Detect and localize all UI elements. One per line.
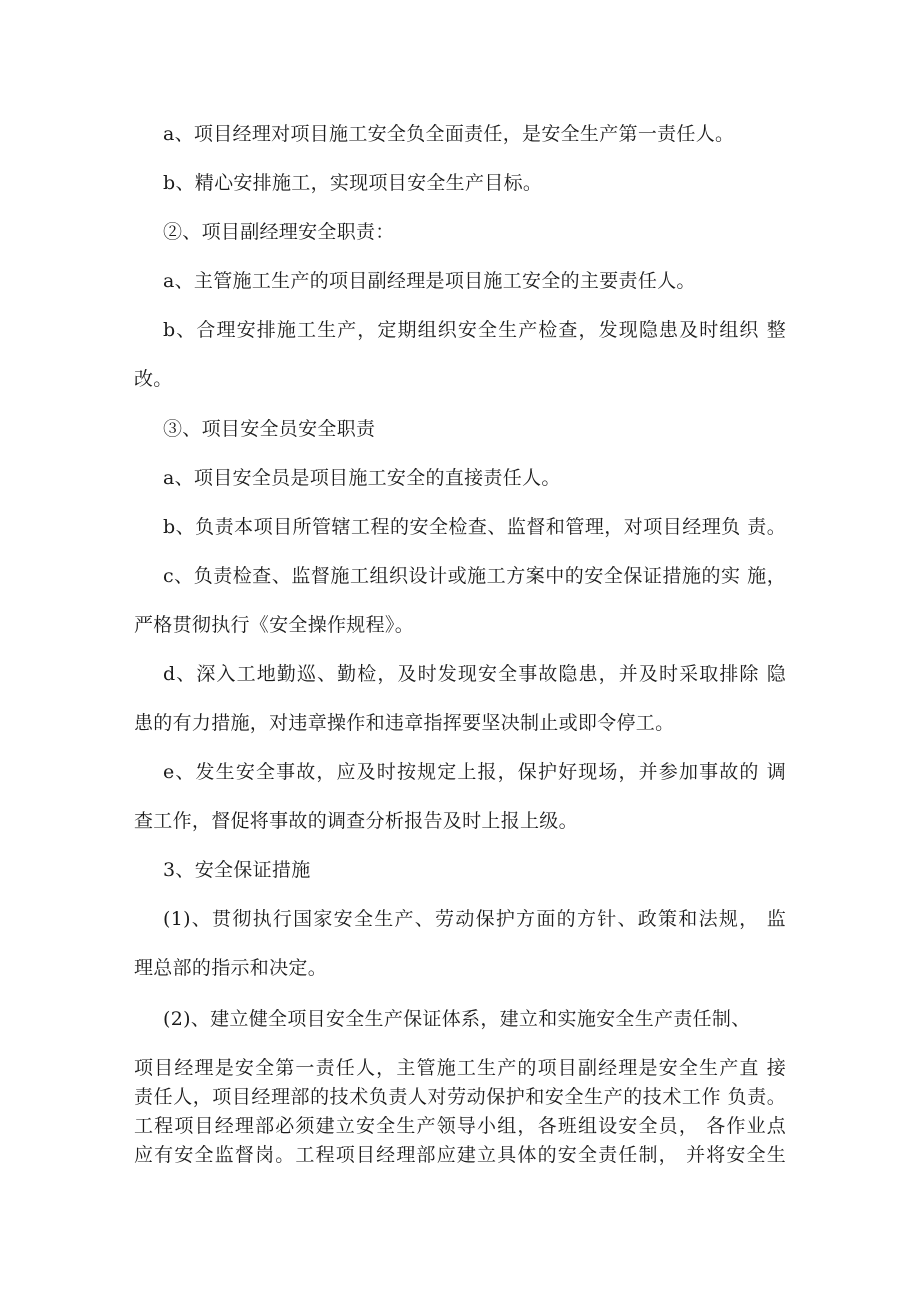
- text-line: (1)、贯彻执行国家安全生产、劳动保护方面的方针、政策和法规， 监: [163, 908, 786, 930]
- text-line: 查工作，督促将事故的调查分析报告及时上报上级。: [134, 810, 578, 832]
- text-line: 应有安全监督岗。工程项目经理部应建立具体的安全责任制， 并将安全生: [134, 1144, 786, 1166]
- text-line: 改。: [134, 368, 173, 390]
- text-line: 3、安全保证措施: [163, 859, 311, 881]
- text-line: 责任人，项目经理部的技术负责人对劳动保护和安全生产的技术工作 负责。: [134, 1086, 786, 1108]
- text-line: 严格贯彻执行《安全操作规程》。: [134, 614, 415, 636]
- text-line: b、负责本项目所管辖工程的安全检查、监督和管理，对项目经理负 责。: [163, 516, 786, 538]
- text-line: c、负责检查、监督施工组织设计或施工方案中的安全保证措施的实 施，: [163, 565, 786, 587]
- text-line: (2)、建立健全项目安全生产保证体系，建立和实施安全生产责任制、: [163, 1008, 751, 1030]
- text-line: 患的有力措施，对违章操作和违章指挥要坚决制止或即令停工。: [134, 712, 675, 734]
- text-line: b、合理安排施工生产，定期组织安全生产检查，发现隐患及时组织 整: [163, 319, 786, 341]
- text-line: ③、项目安全员安全职责: [163, 418, 376, 440]
- text-line: d、深入工地勤巡、勤检，及时发现安全事故隐患，并及时采取排除 隐: [163, 663, 786, 685]
- text-line: b、精心安排施工，实现项目安全生产目标。: [163, 172, 543, 194]
- text-line: e、发生安全事故，应及时按规定上报，保护好现场，并参加事故的 调: [163, 761, 786, 783]
- text-line: 工程项目经理部必须建立安全生产领导小组，各班组设安全员， 各作业点: [134, 1115, 786, 1137]
- text-line: 项目经理是安全第一责任人，主管施工生产的项目副经理是安全生产直 接: [134, 1057, 786, 1079]
- text-line: a、主管施工生产的项目副经理是项目施工安全的主要责任人。: [163, 270, 696, 292]
- text-line: 理总部的指示和决定。: [134, 957, 328, 979]
- text-line: a、项目经理对项目施工安全负全面责任，是安全生产第一责任人。: [163, 123, 735, 145]
- text-line: a、项目安全员是项目施工安全的直接责任人。: [163, 467, 561, 489]
- text-line: ②、项目副经理安全职责：: [163, 221, 395, 243]
